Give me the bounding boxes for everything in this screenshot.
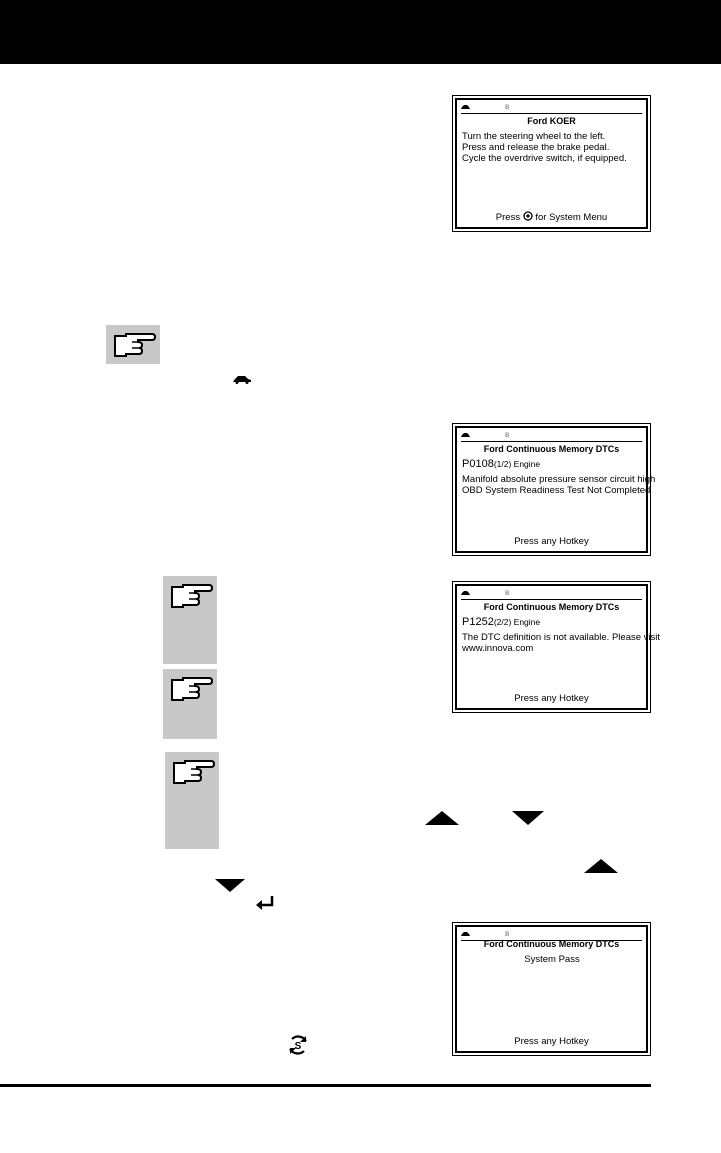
- note-pointing-hand-icon: [106, 325, 160, 364]
- screen-footer: Press any Hotkey: [514, 1036, 589, 1048]
- car-icon: [461, 931, 470, 937]
- screen-line: www.innova.com: [462, 642, 534, 654]
- screen-line: Manifold absolute pressure sensor circuit high: [462, 473, 656, 485]
- screen-line: OBD System Readiness Test Not Completed: [462, 484, 651, 496]
- dtc-code-line: [462, 458, 642, 471]
- page-header-bar: [0, 0, 721, 64]
- note-pointing-hand-icon: [165, 752, 219, 849]
- scan-tool-screen-system-pass: [455, 925, 648, 1053]
- scan-tool-screen-dtc-p1252: [455, 584, 661, 710]
- page-footer-rule: [0, 1084, 651, 1087]
- dtc-code-suffix: (2/2) Engine: [493, 617, 541, 627]
- screen-title: Ford KOER: [527, 116, 576, 126]
- screen-line: The DTC definition is not available. Please visit: [462, 631, 661, 643]
- screen-line: Turn the steering wheel to the left.: [462, 131, 606, 142]
- bluetooth-icon: ʙ: [505, 430, 510, 439]
- car-icon: [461, 590, 470, 596]
- screen-status-bar: [461, 103, 642, 114]
- screen-message: System Pass: [524, 954, 580, 965]
- system-menu-icon: [523, 211, 533, 221]
- bluetooth-icon: ʙ: [505, 102, 510, 111]
- screen-title: Ford Continuous Memory DTCs: [483, 939, 620, 949]
- scan-tool-screen-koer: [455, 98, 648, 229]
- dtc-code: P0108: [462, 458, 494, 470]
- screen-footer: Press for System Menu: [495, 212, 608, 224]
- bluetooth-icon: ʙ: [505, 929, 510, 938]
- dtc-code-suffix: (1/2) Engine: [493, 459, 541, 469]
- down-arrow-icon: [512, 811, 544, 825]
- dtc-code: P1252: [462, 616, 494, 628]
- system-menu-icon: [286, 1033, 310, 1057]
- screen-footer: Press any Hotkey: [514, 536, 589, 548]
- down-arrow-icon: [215, 879, 245, 892]
- screen-status-bar: [461, 589, 642, 600]
- svg-text:S: S: [294, 1041, 302, 1052]
- screen-footer: Press any Hotkey: [514, 693, 589, 705]
- enter-icon: [255, 895, 275, 911]
- screen-title: Ford Continuous Memory DTCs: [483, 444, 620, 454]
- scan-tool-screen-dtc-p0108: [455, 426, 656, 553]
- dtc-code-line: [462, 616, 642, 629]
- up-arrow-icon: [425, 811, 459, 825]
- up-arrow-icon: [584, 859, 618, 873]
- car-icon: [232, 375, 252, 384]
- screen-title: Ford Continuous Memory DTCs: [483, 602, 620, 612]
- note-pointing-hand-icon: [163, 576, 217, 664]
- screen-line: Cycle the overdrive switch, if equipped.: [462, 152, 627, 164]
- car-icon: [461, 432, 470, 438]
- screen-status-bar: [461, 431, 642, 442]
- screen-line: Press and release the brake pedal.: [462, 141, 610, 153]
- note-pointing-hand-icon: [163, 669, 217, 739]
- car-icon: [461, 104, 470, 110]
- bluetooth-icon: ʙ: [505, 588, 510, 597]
